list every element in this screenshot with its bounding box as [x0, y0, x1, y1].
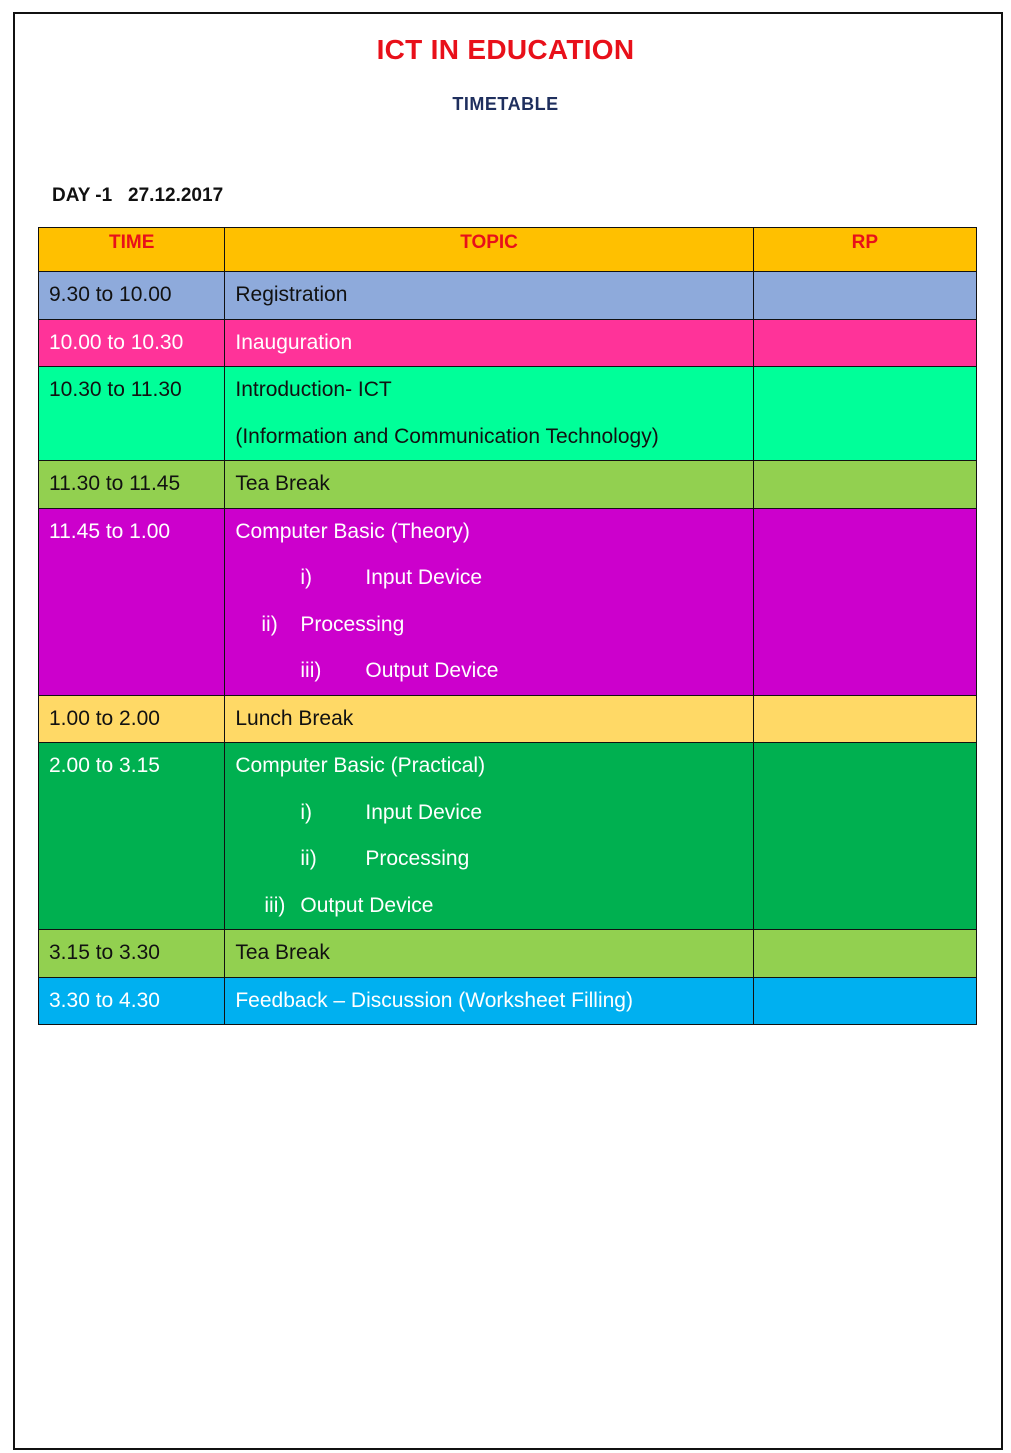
time-cell: 2.00 to 3.15	[39, 743, 225, 930]
topic-cell: Tea Break	[225, 930, 753, 978]
topic-cell	[225, 508, 753, 695]
topic-line: (Information and Communication Technology)	[235, 424, 659, 448]
sub-item-number: iii)	[264, 893, 286, 917]
rp-cell	[753, 367, 976, 461]
topic-cell: Feedback – Discussion (Worksheet Filling)	[225, 977, 753, 1025]
table-row	[39, 319, 977, 367]
time-cell: 9.30 to 10.00	[39, 272, 225, 320]
time-cell: 11.45 to 1.00	[39, 508, 225, 695]
time-cell: 3.15 to 3.30	[39, 930, 225, 978]
time-cell: 1.00 to 2.00	[39, 695, 225, 743]
sub-item	[235, 790, 752, 837]
sub-item-text: Output Device	[365, 659, 499, 682]
sub-item	[235, 555, 752, 602]
header-time: TIME	[39, 228, 225, 272]
sub-item-text: Processing	[365, 847, 470, 870]
sub-item-number: ii)	[261, 612, 278, 636]
rp-cell	[753, 930, 976, 978]
sub-item-text: Output Device	[300, 893, 434, 917]
table-row	[39, 272, 977, 320]
sub-item-number: iii)	[300, 659, 322, 682]
table-row	[39, 508, 977, 695]
sub-item-number: i)	[300, 566, 313, 589]
table-row	[39, 743, 977, 930]
header-row	[39, 228, 977, 272]
time-cell: 10.30 to 11.30	[39, 367, 225, 461]
rp-cell	[753, 272, 976, 320]
sub-item-number: i)	[300, 800, 313, 824]
topic-cell: Lunch Break	[225, 695, 753, 743]
topic-cell: Registration	[225, 272, 753, 320]
day-label: DAY -1 27.12.2017	[52, 185, 224, 206]
topic-line: Computer Basic (Practical)	[235, 754, 486, 777]
table-row	[39, 977, 977, 1025]
topic-cell	[225, 743, 753, 930]
sub-item	[235, 648, 752, 695]
header-rp: RP	[753, 228, 976, 272]
header-topic: TOPIC	[225, 228, 753, 272]
topic-cell: Inauguration	[225, 319, 753, 367]
rp-cell	[753, 977, 976, 1025]
time-cell: 11.30 to 11.45	[39, 461, 225, 509]
table-row	[39, 461, 977, 509]
sub-item	[235, 883, 752, 930]
sub-item-text: Input Device	[365, 566, 483, 589]
rp-cell	[753, 743, 976, 930]
timetable	[38, 227, 977, 1025]
sub-item	[235, 602, 752, 649]
topic-line: Computer Basic (Theory)	[235, 519, 470, 543]
topic-cell: Tea Break	[225, 461, 753, 509]
time-cell: 3.30 to 4.30	[39, 977, 225, 1025]
time-cell: 10.00 to 10.30	[39, 319, 225, 367]
topic-cell	[225, 367, 753, 461]
sub-item-text: Input Device	[365, 800, 483, 824]
page-subtitle: TIMETABLE	[452, 94, 559, 114]
sub-item-number: ii)	[300, 847, 317, 870]
sub-item	[235, 836, 752, 883]
table-row	[39, 367, 977, 461]
rp-cell	[753, 461, 976, 509]
rp-cell	[753, 695, 976, 743]
rp-cell	[753, 508, 976, 695]
page-title: ICT IN EDUCATION	[376, 34, 635, 65]
table-row	[39, 695, 977, 743]
topic-line: Introduction- ICT	[235, 378, 392, 401]
table-row	[39, 930, 977, 978]
sub-item-text: Processing	[300, 612, 405, 636]
rp-cell	[753, 319, 976, 367]
